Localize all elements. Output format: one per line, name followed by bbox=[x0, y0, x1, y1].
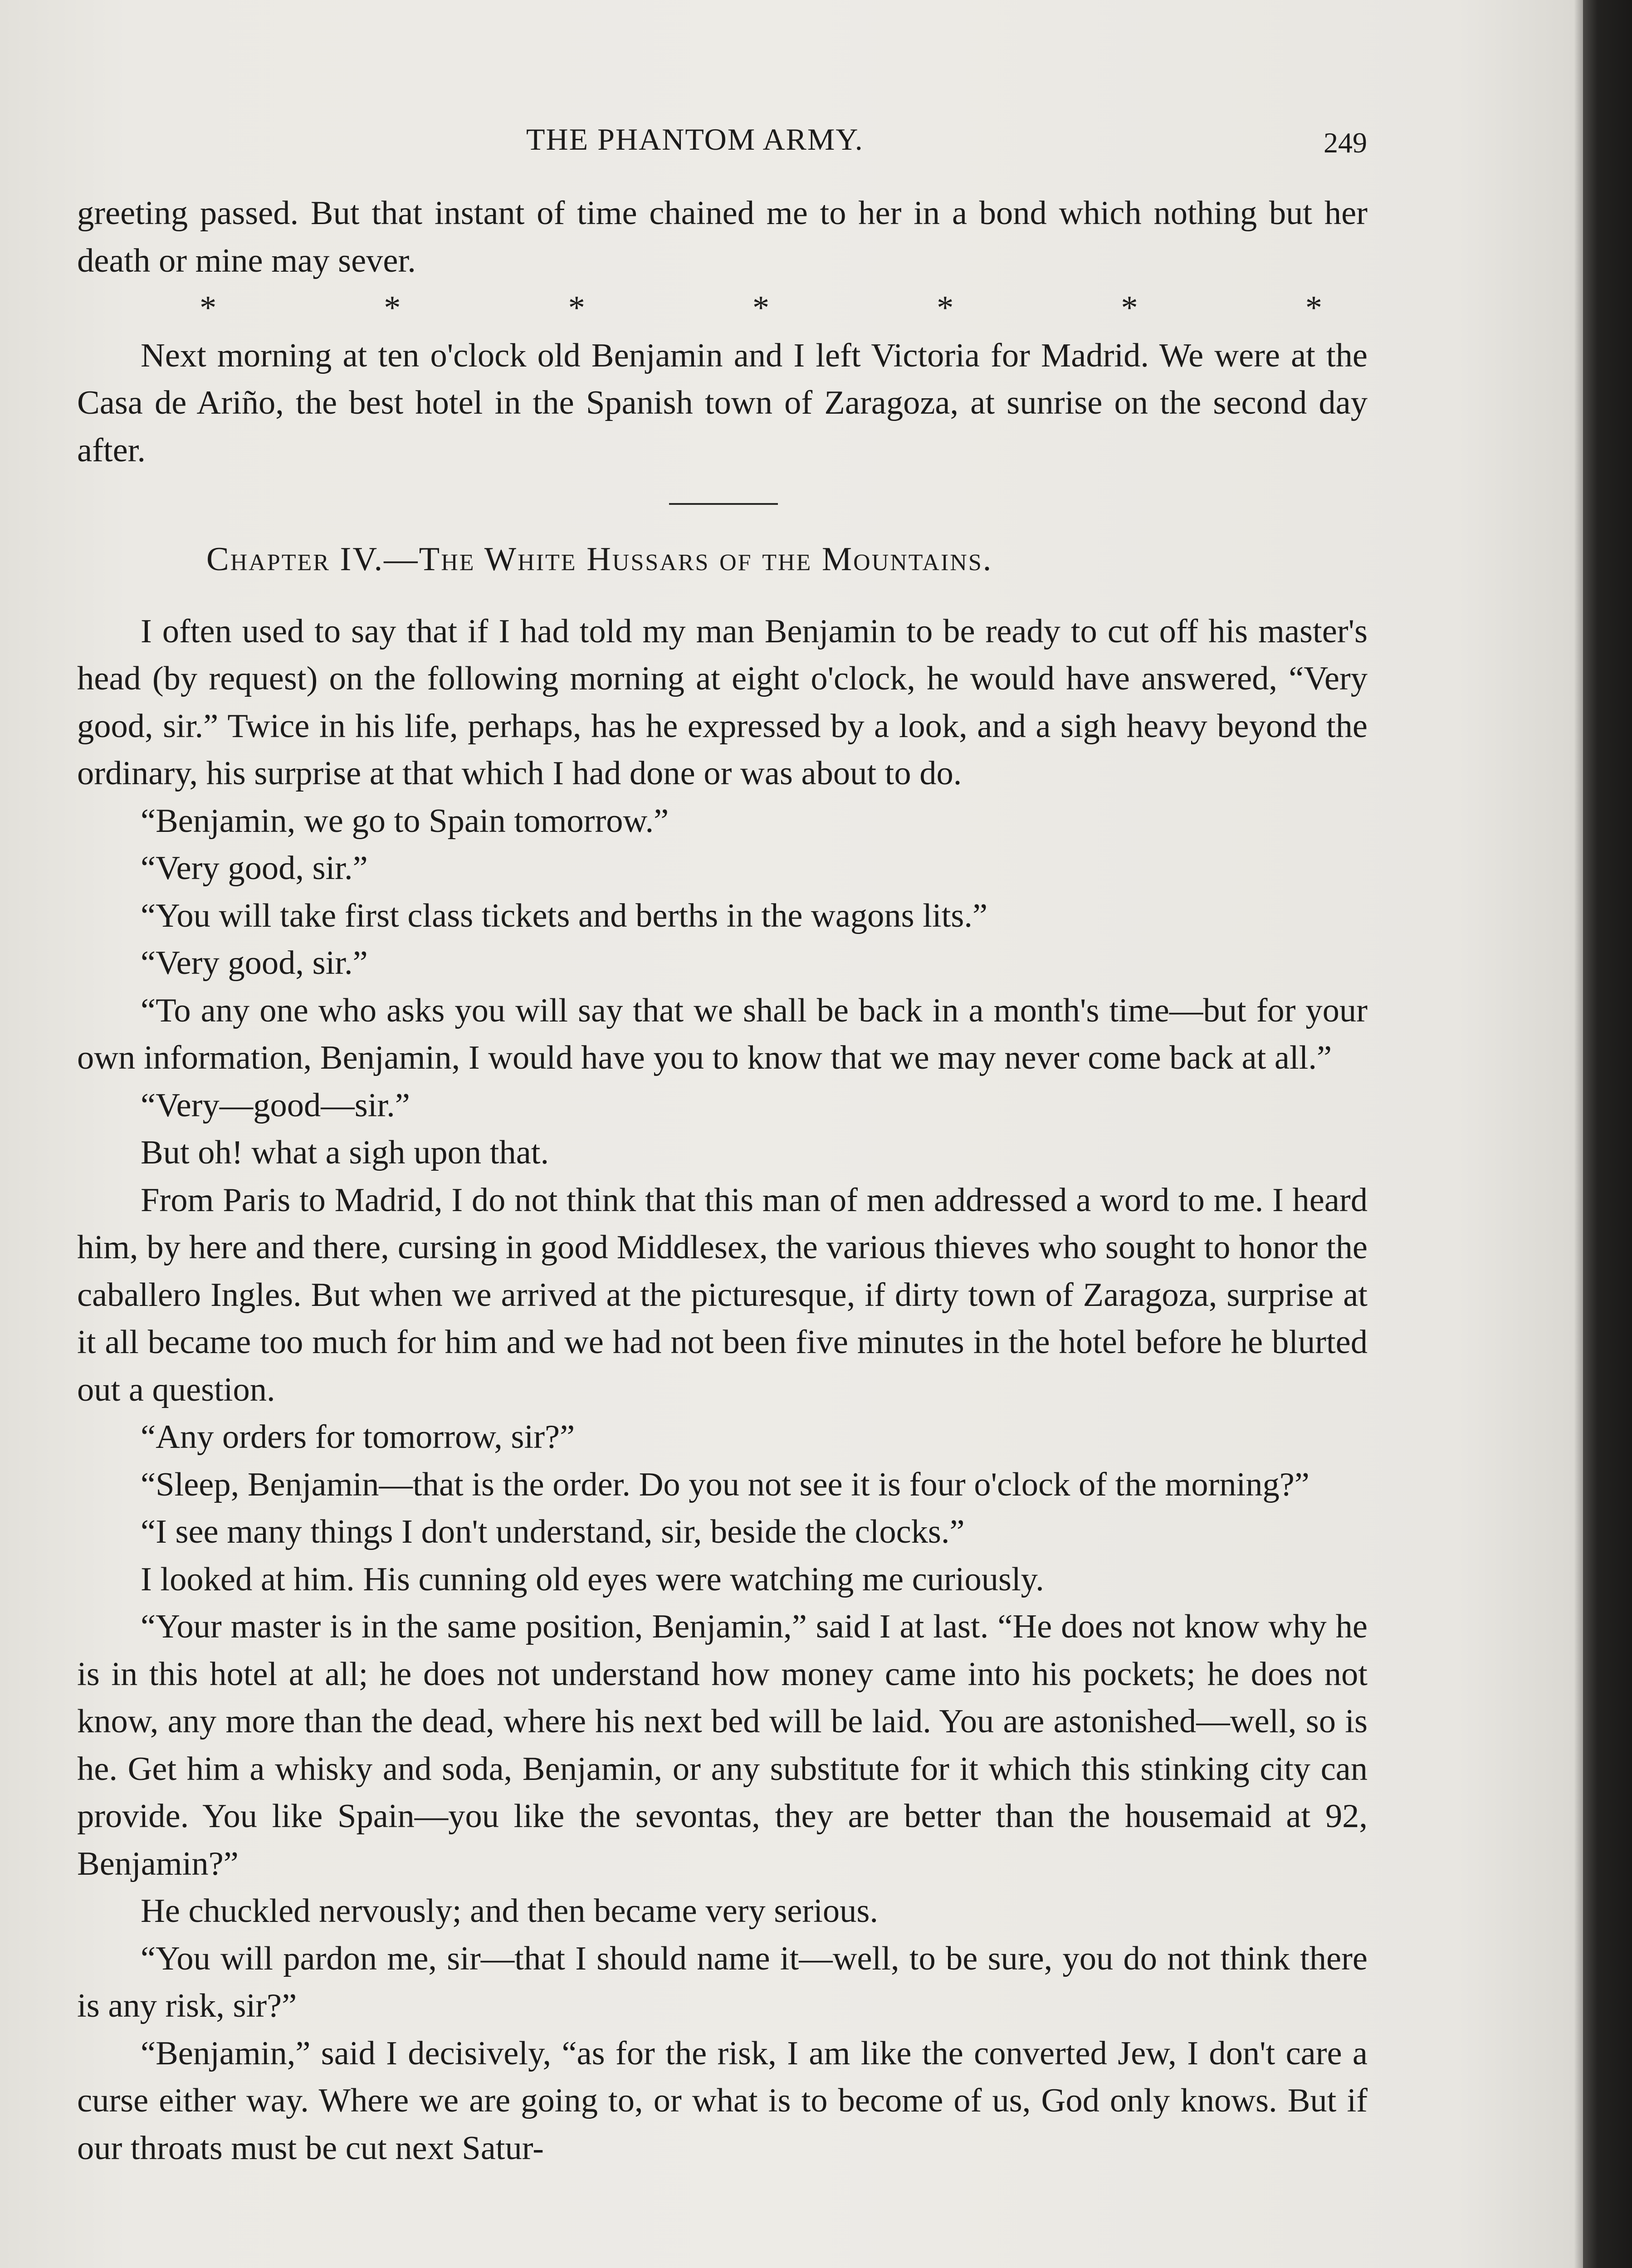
page-number: 249 bbox=[1324, 127, 1367, 159]
page-shadow bbox=[1574, 0, 1584, 2268]
paragraph: “Your master is in the same position, Benjamin,” said I at last. “He does not know why he is in this hotel at all; he does not understand how money came into his pockets; he does not know, any more than the dead, where his next bed will be laid. You are astonished—well, so is he. Get him a whisky and soda, Benjamin, or any substitute for it which this stinking city can provide. You like Spain—you like the sevontas, they are better than the housemaid at 92, Benjamin?” bbox=[77, 1608, 1368, 1882]
paragraph: “Benjamin,” said I decisively, “as for the risk, I am like the converted Jew, I don't care a curse either way. Where we are going to, or what is to become of us, God only knows. But if our throats must be cut next Satur- bbox=[77, 2034, 1368, 2167]
running-title: THE PHANTOM ARMY. bbox=[526, 122, 864, 156]
asterisk: * bbox=[384, 289, 401, 327]
paragraph: I often used to say that if I had told my man Benjamin to be ready to cut off his master's head (by request) on the following morning at eight o'clock, he would have answered, “Very good, sir.” Twice in his life, perhaps, has he expressed by a look, and a sigh heavy beyond the ordinary, his surprise at that which I had done or was about to do. bbox=[77, 612, 1368, 792]
chapter-divider-rule bbox=[669, 503, 778, 505]
paragraph: “Very—good—sir.” bbox=[141, 1086, 410, 1124]
chapter-heading: Chapter IV.—The White Hussars of the Mountains. bbox=[206, 541, 993, 578]
asterisk: * bbox=[1121, 289, 1138, 327]
paragraph: “You will take first class tickets and berths in the wagons lits.” bbox=[141, 897, 988, 934]
asterisk: * bbox=[1305, 289, 1322, 327]
paragraph: But oh! what a sigh upon that. bbox=[141, 1134, 549, 1171]
asterisk: * bbox=[568, 289, 585, 327]
running-header bbox=[0, 122, 1583, 158]
paragraph: “Any orders for tomorrow, sir?” bbox=[141, 1418, 575, 1456]
paragraph: “You will pardon me, sir—that I should name it—well, to be sure, you do not think there is any risk, sir?” bbox=[77, 1940, 1368, 2024]
asterisk: * bbox=[752, 289, 770, 327]
paragraph: “Benjamin, we go to Spain tomorrow.” bbox=[141, 802, 669, 840]
paragraph: “Very good, sir.” bbox=[141, 850, 368, 887]
paragraph: Next morning at ten o'clock old Benjamin and I left Victoria for Madrid. We were at the Casa de Ariño, the best hotel in the Spanish town of Zaragoza, at sunrise on the second day after. bbox=[77, 337, 1368, 469]
body-text bbox=[77, 190, 1368, 2172]
book-spine bbox=[1583, 0, 1632, 2268]
paragraph: He chuckled nervously; and then became very serious. bbox=[141, 1892, 879, 1930]
paragraph: greeting passed. But that instant of time chained me to her in a bond which nothing but her death or mine may sever. bbox=[77, 195, 1368, 279]
asterisk: * bbox=[937, 289, 954, 327]
paragraph: From Paris to Madrid, I do not think that this man of men addressed a word to me. I heard him, by here and there, cursing in good Middlesex, the various thieves who sought to honor the caballero Ingles. But when we arrived at the picturesque, if dirty town of Zaragoza, surprise at it all became too much for him and we had not been five minutes in the hotel before he blurted out a question. bbox=[77, 1181, 1368, 1408]
paragraph: “I see many things I don't understand, sir, beside the clocks.” bbox=[141, 1513, 965, 1550]
paragraph: “Sleep, Benjamin—that is the order. Do you not see it is four o'clock of the morning?” bbox=[141, 1466, 1310, 1503]
paragraph: I looked at him. His cunning old eyes were watching me curiously. bbox=[141, 1560, 1044, 1598]
paragraph: “To any one who asks you will say that we shall be back in a month's time—but for your own information, Benjamin, I would have you to know that we may never come back at all.” bbox=[77, 992, 1368, 1076]
asterisk: * bbox=[200, 289, 217, 327]
section-break-asterisks bbox=[77, 284, 1368, 332]
paragraph: “Very good, sir.” bbox=[141, 944, 368, 982]
